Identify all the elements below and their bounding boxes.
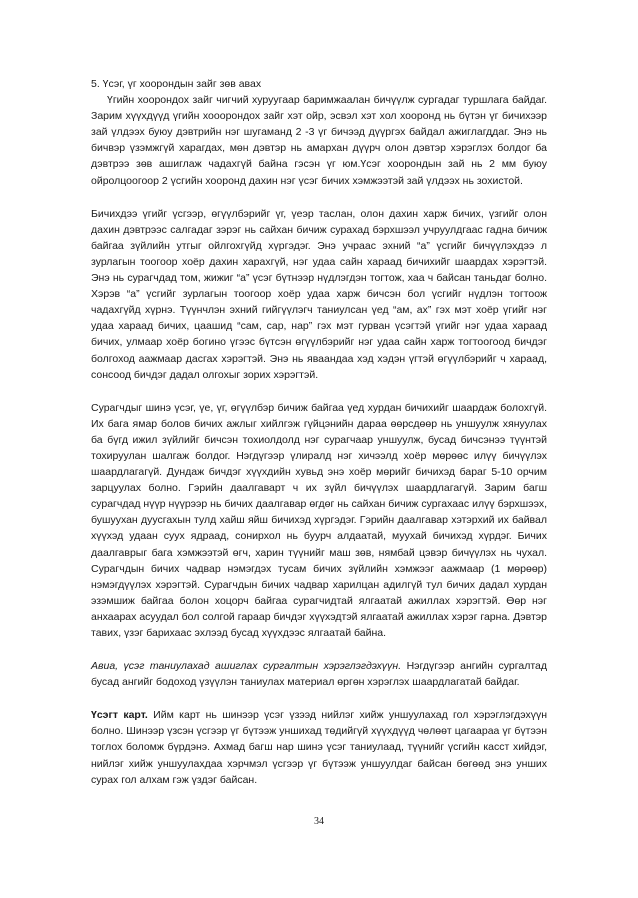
paragraph-teaching-materials: [91, 658, 547, 690]
paragraph-letter-cards: [91, 707, 547, 787]
paragraph-writing-pace: Сурагчдыг шинэ үсэг, үе, үг, өгүүлбэр бичиж байгаа үед хурдан бичихийг шаардаж болохгүй. Их бага ямар болов бичих ажлыг хийлгэж гүйцэнийн дараа өөрсдөөр нь уншуулж хянуулах ба бүгд ижил зүйлийг бичсэн тохиолдолд нэг сурагчаар уншуулж, бусад бичсэнээ түүнтэй тохируулан шалгаж болдог. Нэгдүгээр үлиралд нэг хичээлд хоёр мөрөөс илүү бичүүлэх шаардлагагүй. Дундаж бичдэг хүүхдийн хувьд энэ хоёр мөрийг бичихэд бараг 5-10 орчим зарцуулах болно. Гэрийн даалгаварт ч их зүйл бичүүлэх шаардлагагүй. Зарим багш сурагчдад нүүр нүүрээр нь бичих даалгавар өгдөг нь сайхан бичиж сургахаас илүү бэрхшээх, бушуухан дуусгахын тулд хайш яйш бичихэд хүргэдэг. Гэрийн даалгавар хэтэрхий их байвал хүүхэд удаан суух ядраад, сонирхол нь буурч алдаатай, муухай бичихэд хүрдэг. Бичих даалгаврыг бага хэмжээтэй өгч, харин түүнийг маш зөв, нямбай цэвэр бичүүлэх нь чухал. Сурагчдын бичих чадвар нэмэгдэх тусам бичих зүйлийн хэмжээг аажмаар (1 мөрөөр) нэмэгдүүлэх хэрэгтэй. Сурагчдын бичих чадвар харилцан адилгүй тул бичих дадал хурдан эзэмшиж байгаа болон хоцорч байгаа сурагчидтай ялгаатай ажиллах хэрэгтэй. Өөр нэг анхаарах асуудал бол солгой гараар бичдэг хүүхэдтэй ялгаатай ажиллах хэрэг гарна. Дэвтэр тавих, үзэг барихаас эхлээд бусад хүүхдээс ялгаатай байна.: [91, 401, 547, 639]
teaching-materials-title: Авиа, үсэг таниулахад ашиглах сургалтын хэрэглэгдэхүүн.: [91, 660, 402, 673]
paragraph-word-spacing: Үгийн хоорондох зайг чигчий хуруугаар баримжаалан бичүүлж сургадаг туршлага байдаг. Зарим хүүхдүүд үгийн хооорондох зайг хэт ойр, эсвэл хэт хол хооронд нь бүтэн үг бичихээр зай үлдээх буюу дэвтрийн нэг шугаманд 2 -3 үг бичээд дүүргэх байдал ажиглагддаг. Энэ нь бичвэр үзэмжгүй харагдах, мөн дэвтэр нь амархан дүүрч олон дэвтэр хэрэглэх болдог ба дэвтрээ зөв ашиглаж чадахгүй байна гэсэн үг юм.Үсэг хоорондын зай нь 2 мм буюу ойролцоогоор 2 үсгийн хооронд дахин нэг үсэг бичих хэмжээтэй зай үлдээх нь зохистой.: [91, 94, 547, 187]
letter-cards-title: Үсэгт карт.: [91, 709, 148, 722]
teaching-materials-text: Нэгдүгээр ангийн сургалтад бусад ангийг бодоход үзүүлэн таниулах материал өргөн хэрэглэх шаардлагатай байдаг.: [91, 660, 547, 689]
paragraph-letter-writing: Бичихдээ үгийг үсгээр, өгүүлбэрийг үг, үеэр таслан, олон дахин харж бичих, үзгийг олон дахин дэвтрээс салгадаг зэрэг нь сайхан бичиж сурахад бэрхшээл учруулдгаас гадна бичиж байгаа зүйлийн утгыг ойлгохгүйд хүргэдэг. Энэ учраас эхний “а” үсгийг бичүүлэхдээ л зурлагын тоогоор хоёр дахин харахгүй, нэг удаа сайн хараад бичихийг шаардах хэрэгтэй. Энэ нь сурагчдад том, жижиг “а” үсэг бүтнээр нүдлэгдэн тогтож, хаа ч байсан таньдаг болно. Хэрэв “а” үсгийг зурлагын тоогоор хоёр удаа харж бичсэн бол үсгийг нүдлэн тогтоож чадахгүйд хүрнэ. Түүнчлэн эхний гийгүүлэгч таниулсан үед “ам, ах” гэх мэт хоёр үгийг нэг удаа хараад бичих, цаашид “сам, сар, нар” гэх мэт гурван үсэгтэй үгийг нэг удаа хараад бичих, улмаар хоёр богино үгээс бүтсэн өгүүлбэрийг нэг удаа сайн харж тогтоогоод бичдэг болгоход аажмаар дасгах хэрэгтэй. Энэ нь яваандаа хэд хэдэн үгтэй өгүүлбэрийг ч хараад, сонсоод бичдэг дадал олгохыг зорих хэрэгтэй.: [91, 207, 547, 381]
document-body: [91, 76, 547, 788]
section-heading: 5. Үсэг, үг хоорондын зайг зөв авах: [91, 78, 262, 90]
page-number: 34: [314, 816, 324, 827]
letter-cards-text: Ийм карт нь шинээр үсэг үзээд нийлэг хийж уншуулахад гол хэрэглэгдэхүүн болно. Шинээр үзсэн үсгээр үг бүтээж уншихад төдийгүй хүүхдүүд чөлөөт цагаараа үг бүтээн тоглох боломж бүрдэнэ. Ахмад багш нар шинэ үсэг таниулаад, түүнийг үсгийн касст хийдэг, нийлэг хийж уншуулахдаа хэрчмэл үсгээр үг бүтээж уншуулдаг байсан бөгөөд энэ унших сурах гол алхам гэж үздэг байсан.: [91, 709, 547, 786]
